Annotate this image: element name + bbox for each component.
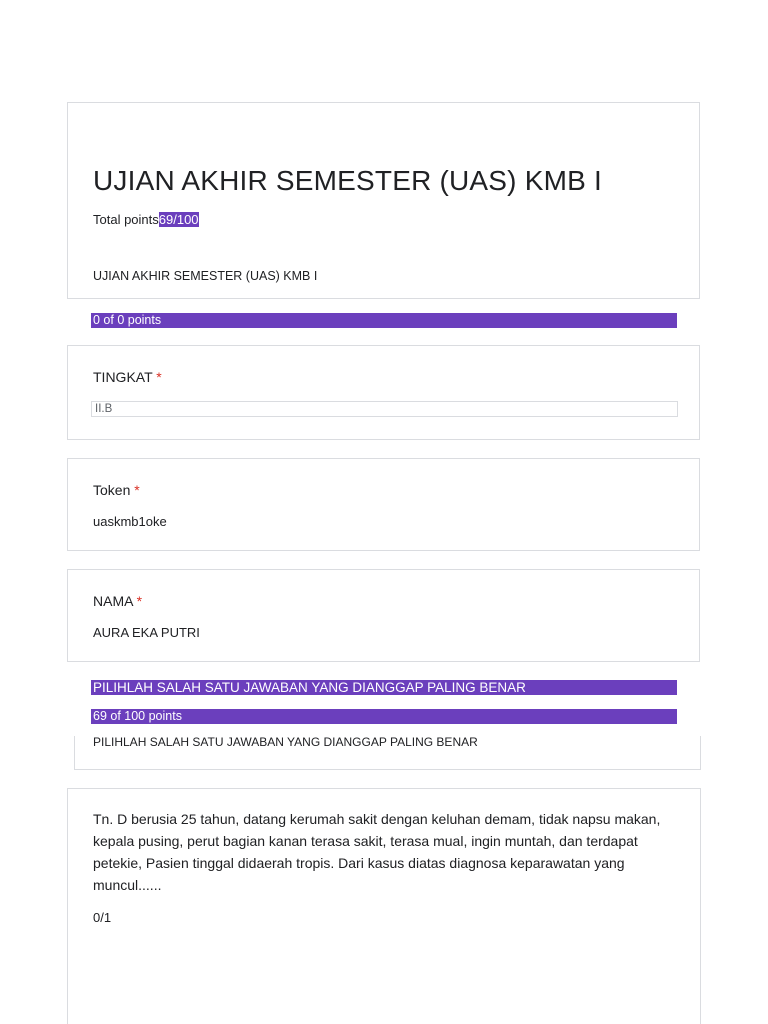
required-asterisk: * [136, 593, 143, 609]
total-points-value: 69/100 [158, 212, 199, 227]
tingkat-answer-field[interactable]: II.B [91, 401, 678, 417]
question-card-token [67, 458, 700, 551]
token-label-text: Token [93, 482, 131, 498]
total-points [93, 211, 199, 228]
question-1-score: 0/1 [93, 910, 112, 925]
nama-label-text: NAMA [93, 593, 133, 609]
form-header-card [67, 102, 700, 299]
question-label-token [93, 481, 140, 499]
nama-answer: AURA EKA PUTRI [93, 625, 200, 640]
section-2-points: 69 of 100 points [91, 709, 677, 724]
token-answer: uaskmb1oke [93, 514, 167, 529]
question-card-1 [67, 788, 701, 1024]
required-asterisk: * [134, 482, 140, 498]
question-card-tingkat [67, 345, 700, 440]
section-2-title: PILIHLAH SALAH SATU JAWABAN YANG DIANGGAP PALING BENAR [91, 680, 677, 695]
question-card-nama [67, 569, 700, 662]
question-1-text: Tn. D berusia 25 tahun, datang kerumah sakit dengan keluhan demam, tidak napsu makan, kepala pusing, perut bagian kanan terasa sakit, terasa mual, ingin muntah, dan terdapat petekie, Pasien tinggal didaerah tropis. Dari kasus diatas diagnosa keparawatan yang muncul...... [93, 811, 661, 893]
question-label-nama [93, 592, 142, 610]
total-points-label: Total points [93, 212, 159, 227]
tingkat-label-text: TINGKAT [93, 369, 153, 385]
section-1-points: 0 of 0 points [91, 313, 677, 328]
question-label-tingkat [93, 368, 162, 386]
form-description: UJIAN AKHIR SEMESTER (UAS) KMB I [93, 269, 318, 283]
required-asterisk: * [156, 369, 162, 385]
section-2-description-card [74, 736, 701, 770]
form-title: UJIAN AKHIR SEMESTER (UAS) KMB I [93, 165, 602, 196]
section-2-description: PILIHLAH SALAH SATU JAWABAN YANG DIANGGAP PALING BENAR [93, 735, 478, 749]
